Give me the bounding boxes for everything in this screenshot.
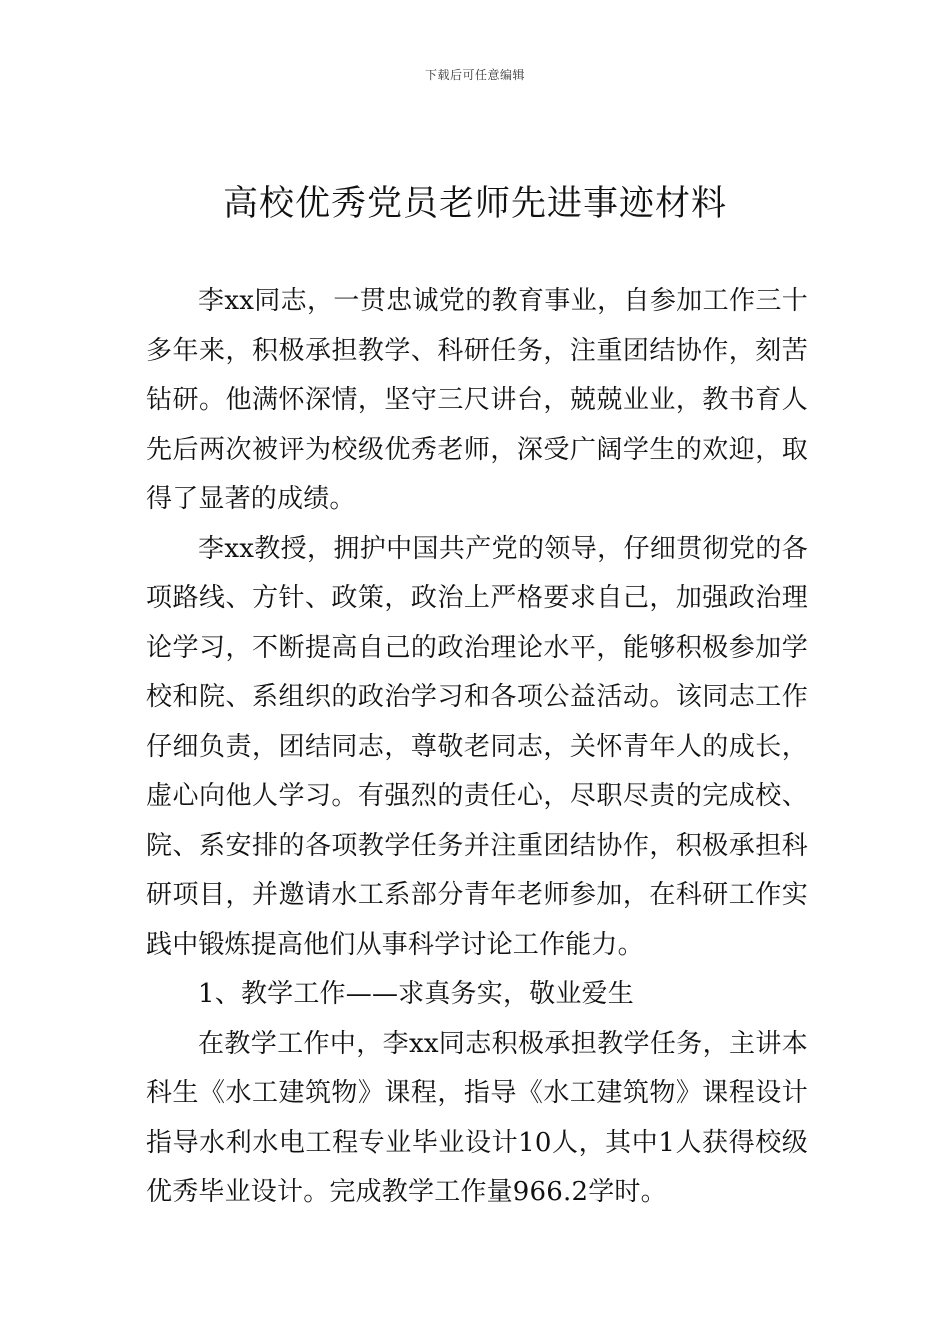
paragraph-intro: 李xx同志，一贯忠诚党的教育事业，自参加工作三十多年来，积极承担教学、科研任务，注重团结协作，刻苦钻研。他满怀深情，坚守三尺讲台，兢兢业业，教书育人先后两次被评为校级优秀老师，深受广阔学生的欢迎，取得了显著的成绩。 [146, 286, 808, 514]
document-title: 高校优秀党员老师先进事迹材料 [222, 184, 727, 224]
paragraph-political: 李xx教授，拥护中国共产党的领导，仔细贯彻党的各项路线、方针、政策，政治上严格要求自己，加强政治理论学习，不断提高自己的政治理论水平，能够积极参加学校和院、系组织的政治学习和各项公益活动。该同志工作仔细负责，团结同志，尊敬老同志，关怀青年人的成长，虚心向他人学习。有强烈的责任心，尽职尽责的完成校、院、系安排的各项教学任务并注重团结协作，积极承担科研项目，并邀请水工系部分青年老师参加，在科研工作实践中锻炼提高他们从事科学讨论工作能力。 [146, 533, 808, 960]
header-note: 下载后可任意编辑 [424, 68, 525, 82]
document-body [146, 277, 808, 1218]
section-heading-teaching: 1、教学工作——求真务实，敬业爱生 [198, 979, 634, 1009]
paragraph-teaching: 在教学工作中，李xx同志积极承担教学任务，主讲本科生《水工建筑物》课程，指导《水工建筑物》课程设计指导水利水电工程专业毕业设计10人，其中1人获得校级优秀毕业设计。完成教学工作量966.2学时。 [146, 1028, 808, 1207]
